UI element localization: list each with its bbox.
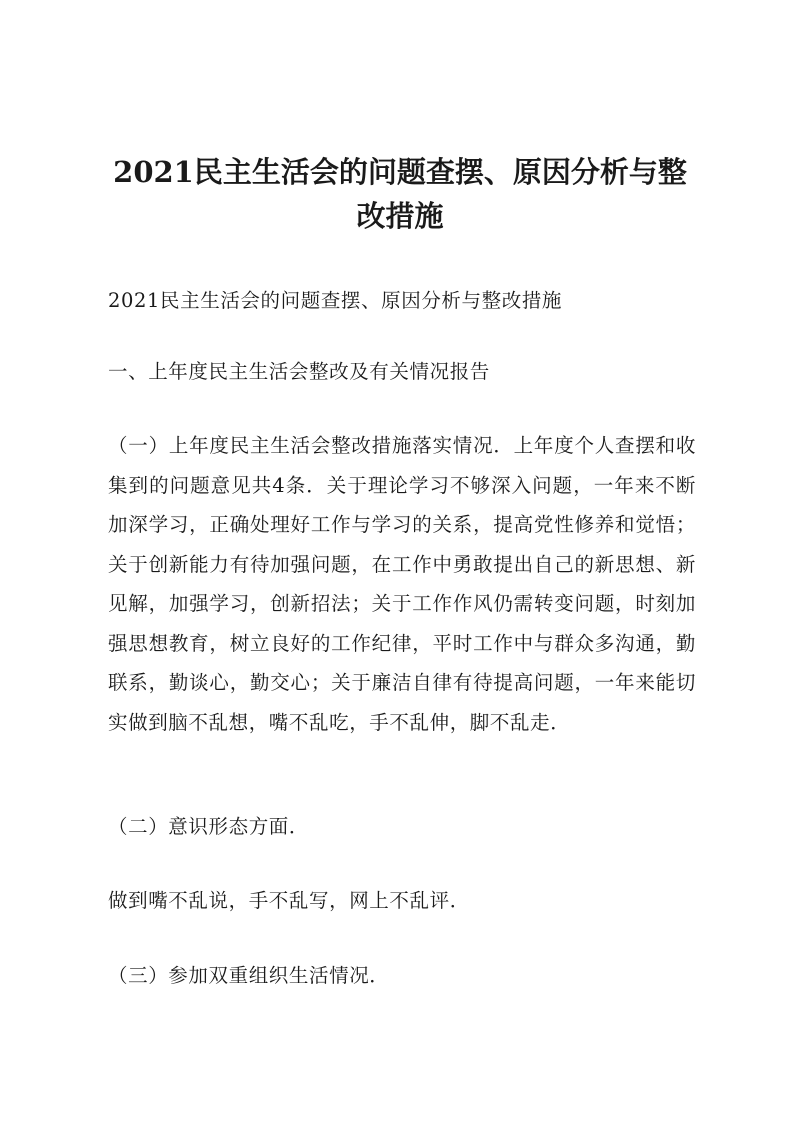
item-2-body: 做到嘴不乱说，手不乱写，网上不乱评． (108, 889, 470, 912)
section-heading-1: 一、上年度民主生活会整改及有关情况报告 (108, 360, 490, 383)
item-2-heading: （二）意识形态方面． (108, 815, 310, 838)
document-title: 2021民主生活会的问题查摆、原因分析与整改措施 (113, 155, 687, 233)
paragraph-item-1: （一）上年度民主生活会整改措施落实情况．上年度个人查摆和收集到的问题意见共4条．关于理论学习不够深入问题，一年来不断加深学习，正确处理好工作与学习的关系，提高党性修养和觉悟；关于创新能力有待加强问题，在工作中勇敢提出自己的新思想、新见解，加强学习，创新招法；关于工作作风仍需转变问题，时刻加强思想教育，树立良好的工作纪律，平时工作中与群众多沟通，勤联系，勤谈心，勤交心；关于廉洁自律有待提高问题，一年来能切实做到脑不乱想，嘴不乱吃，手不乱伸，脚不乱走． (108, 434, 696, 734)
item-3-heading: （三）参加双重组织生活情况． (108, 964, 390, 987)
document-subtitle: 2021民主生活会的问题查摆、原因分析与整改措施 (108, 289, 563, 312)
